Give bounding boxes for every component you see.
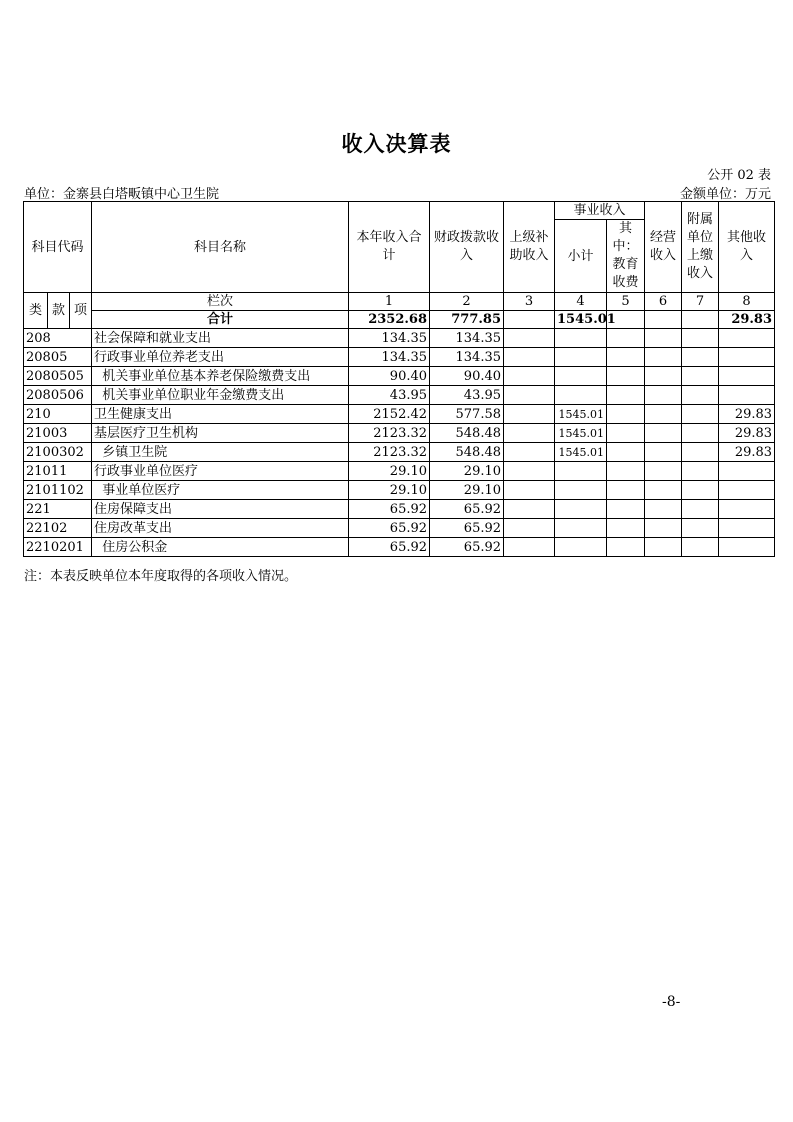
row-affiliated — [682, 481, 719, 500]
row-other — [719, 367, 775, 386]
row-code: 20805 — [24, 348, 92, 367]
row-name: 卫生健康支出 — [92, 405, 349, 424]
row-subtotal — [555, 481, 607, 500]
table-row — [24, 367, 775, 386]
row-fiscal: 134.35 — [430, 348, 504, 367]
row-code: 2100302 — [24, 443, 92, 462]
row-other — [719, 329, 775, 348]
row-operating — [645, 329, 682, 348]
col-num: 6 — [645, 293, 682, 311]
row-fiscal: 577.58 — [430, 405, 504, 424]
row-code: 2080506 — [24, 386, 92, 405]
row-operating — [645, 367, 682, 386]
row-name: 行政事业单位养老支出 — [92, 348, 349, 367]
row-name: 机关事业单位职业年金缴费支出 — [92, 386, 349, 405]
table-row — [24, 443, 775, 462]
row-name: 行政事业单位医疗 — [92, 462, 349, 481]
row-fiscal: 29.10 — [430, 462, 504, 481]
row-operating — [645, 443, 682, 462]
row-subtotal — [555, 367, 607, 386]
row-total: 2123.32 — [349, 443, 430, 462]
row-superior — [504, 481, 555, 500]
row-name: 住房保障支出 — [92, 500, 349, 519]
row-subtotal — [555, 348, 607, 367]
row-superior — [504, 443, 555, 462]
col-num: 3 — [504, 293, 555, 311]
row-education — [607, 348, 645, 367]
row-affiliated — [682, 386, 719, 405]
row-affiliated — [682, 348, 719, 367]
total-total: 2352.68 — [349, 311, 430, 329]
row-code: 21011 — [24, 462, 92, 481]
row-subtotal: 1545.01 — [555, 405, 607, 424]
col-num: 5 — [607, 293, 645, 311]
row-name: 社会保障和就业支出 — [92, 329, 349, 348]
row-superior — [504, 386, 555, 405]
total-row — [24, 311, 775, 329]
header-total: 本年收入合计 — [349, 202, 430, 293]
row-name: 机关事业单位基本养老保险缴费支出 — [92, 367, 349, 386]
col-num: 4 — [555, 293, 607, 311]
row-subtotal — [555, 329, 607, 348]
row-education — [607, 386, 645, 405]
row-education — [607, 443, 645, 462]
row-affiliated — [682, 367, 719, 386]
row-education — [607, 462, 645, 481]
page-number: -8- — [662, 994, 681, 1010]
row-total: 65.92 — [349, 519, 430, 538]
row-operating — [645, 538, 682, 557]
row-total: 134.35 — [349, 329, 430, 348]
row-fiscal: 65.92 — [430, 538, 504, 557]
table-row — [24, 462, 775, 481]
row-code: 2101102 — [24, 481, 92, 500]
row-fiscal: 65.92 — [430, 500, 504, 519]
row-other: 29.83 — [719, 424, 775, 443]
row-operating — [645, 424, 682, 443]
row-affiliated — [682, 462, 719, 481]
row-subtotal — [555, 500, 607, 519]
total-superior — [504, 311, 555, 329]
row-superior — [504, 538, 555, 557]
header-subtotal: 小计 — [555, 220, 607, 293]
table-row — [24, 538, 775, 557]
row-affiliated — [682, 519, 719, 538]
total-fiscal: 777.85 — [430, 311, 504, 329]
header-fiscal: 财政拨款收入 — [430, 202, 504, 293]
row-operating — [645, 348, 682, 367]
table-row — [24, 405, 775, 424]
page-title: 收入决算表 — [341, 131, 452, 156]
row-fiscal: 90.40 — [430, 367, 504, 386]
footnote: 注：本表反映单位本年度取得的各项收入情况。 — [24, 569, 298, 584]
row-name: 住房公积金 — [92, 538, 349, 557]
unit-label: 单位：金寨县白塔畈镇中心卫生院 — [24, 187, 220, 202]
row-superior — [504, 500, 555, 519]
row-affiliated — [682, 424, 719, 443]
row-education — [607, 500, 645, 519]
table-row — [24, 519, 775, 538]
row-education — [607, 424, 645, 443]
row-operating — [645, 405, 682, 424]
row-code: 22102 — [24, 519, 92, 538]
money-unit-label: 金额单位：万元 — [679, 187, 771, 202]
table-row — [24, 348, 775, 367]
table-row — [24, 481, 775, 500]
row-other — [719, 500, 775, 519]
total-other: 29.83 — [719, 311, 775, 329]
table-row — [24, 386, 775, 405]
row-fiscal: 65.92 — [430, 519, 504, 538]
income-table — [23, 201, 775, 557]
row-operating — [645, 519, 682, 538]
header-other: 其他收入 — [719, 202, 775, 293]
row-superior — [504, 424, 555, 443]
row-other: 29.83 — [719, 405, 775, 424]
row-other: 29.83 — [719, 443, 775, 462]
row-operating — [645, 462, 682, 481]
row-subtotal: 1545.01 — [555, 424, 607, 443]
row-name: 基层医疗卫生机构 — [92, 424, 349, 443]
row-operating — [645, 386, 682, 405]
row-code: 21003 — [24, 424, 92, 443]
row-other — [719, 538, 775, 557]
row-education — [607, 405, 645, 424]
row-education — [607, 519, 645, 538]
row-education — [607, 538, 645, 557]
row-code: 2080505 — [24, 367, 92, 386]
row-education — [607, 367, 645, 386]
total-operating — [645, 311, 682, 329]
header-superior: 上级补助收入 — [504, 202, 555, 293]
row-code: 210 — [24, 405, 92, 424]
total-subtotal: 1545.01 — [555, 311, 607, 329]
row-total: 29.10 — [349, 481, 430, 500]
header-name: 科目名称 — [92, 202, 349, 293]
row-affiliated — [682, 329, 719, 348]
total-label: 合计 — [92, 311, 349, 329]
header-kuan: 款 — [48, 293, 70, 329]
row-total: 29.10 — [349, 462, 430, 481]
row-other — [719, 348, 775, 367]
row-operating — [645, 500, 682, 519]
header-operating: 经营收入 — [645, 202, 682, 293]
header-business: 事业收入 — [555, 202, 645, 220]
row-other — [719, 519, 775, 538]
table-row — [24, 329, 775, 348]
row-total: 65.92 — [349, 538, 430, 557]
row-fiscal: 43.95 — [430, 386, 504, 405]
row-subtotal — [555, 538, 607, 557]
row-superior — [504, 367, 555, 386]
row-total: 65.92 — [349, 500, 430, 519]
row-superior — [504, 462, 555, 481]
row-affiliated — [682, 443, 719, 462]
row-name: 事业单位医疗 — [92, 481, 349, 500]
row-code: 221 — [24, 500, 92, 519]
row-other — [719, 481, 775, 500]
total-affiliated — [682, 311, 719, 329]
row-other — [719, 462, 775, 481]
table-row — [24, 424, 775, 443]
row-operating — [645, 481, 682, 500]
row-subtotal — [555, 386, 607, 405]
col-num: 2 — [430, 293, 504, 311]
col-num: 7 — [682, 293, 719, 311]
header-education: 其中：教育收费 — [607, 220, 645, 293]
col-num: 8 — [719, 293, 775, 311]
row-affiliated — [682, 500, 719, 519]
row-affiliated — [682, 538, 719, 557]
row-code: 2210201 — [24, 538, 92, 557]
row-affiliated — [682, 405, 719, 424]
row-fiscal: 134.35 — [430, 329, 504, 348]
header-lei: 类 — [24, 293, 48, 329]
row-total: 2152.42 — [349, 405, 430, 424]
row-fiscal: 29.10 — [430, 481, 504, 500]
row-total: 90.40 — [349, 367, 430, 386]
row-name: 乡镇卫生院 — [92, 443, 349, 462]
header-lanci: 栏次 — [92, 293, 349, 311]
row-subtotal — [555, 462, 607, 481]
row-superior — [504, 348, 555, 367]
row-education — [607, 481, 645, 500]
row-subtotal — [555, 519, 607, 538]
row-fiscal: 548.48 — [430, 443, 504, 462]
header-xiang: 项 — [70, 293, 92, 329]
col-num: 1 — [349, 293, 430, 311]
header-code: 科目代码 — [24, 202, 92, 293]
row-other — [719, 386, 775, 405]
header-affiliated: 附属单位上缴收入 — [682, 202, 719, 293]
row-total: 2123.32 — [349, 424, 430, 443]
form-number: 公开 02 表 — [707, 168, 771, 183]
row-superior — [504, 329, 555, 348]
row-total: 43.95 — [349, 386, 430, 405]
row-superior — [504, 405, 555, 424]
row-superior — [504, 519, 555, 538]
row-total: 134.35 — [349, 348, 430, 367]
row-fiscal: 548.48 — [430, 424, 504, 443]
row-subtotal: 1545.01 — [555, 443, 607, 462]
table-row — [24, 500, 775, 519]
row-code: 208 — [24, 329, 92, 348]
row-education — [607, 329, 645, 348]
row-name: 住房改革支出 — [92, 519, 349, 538]
